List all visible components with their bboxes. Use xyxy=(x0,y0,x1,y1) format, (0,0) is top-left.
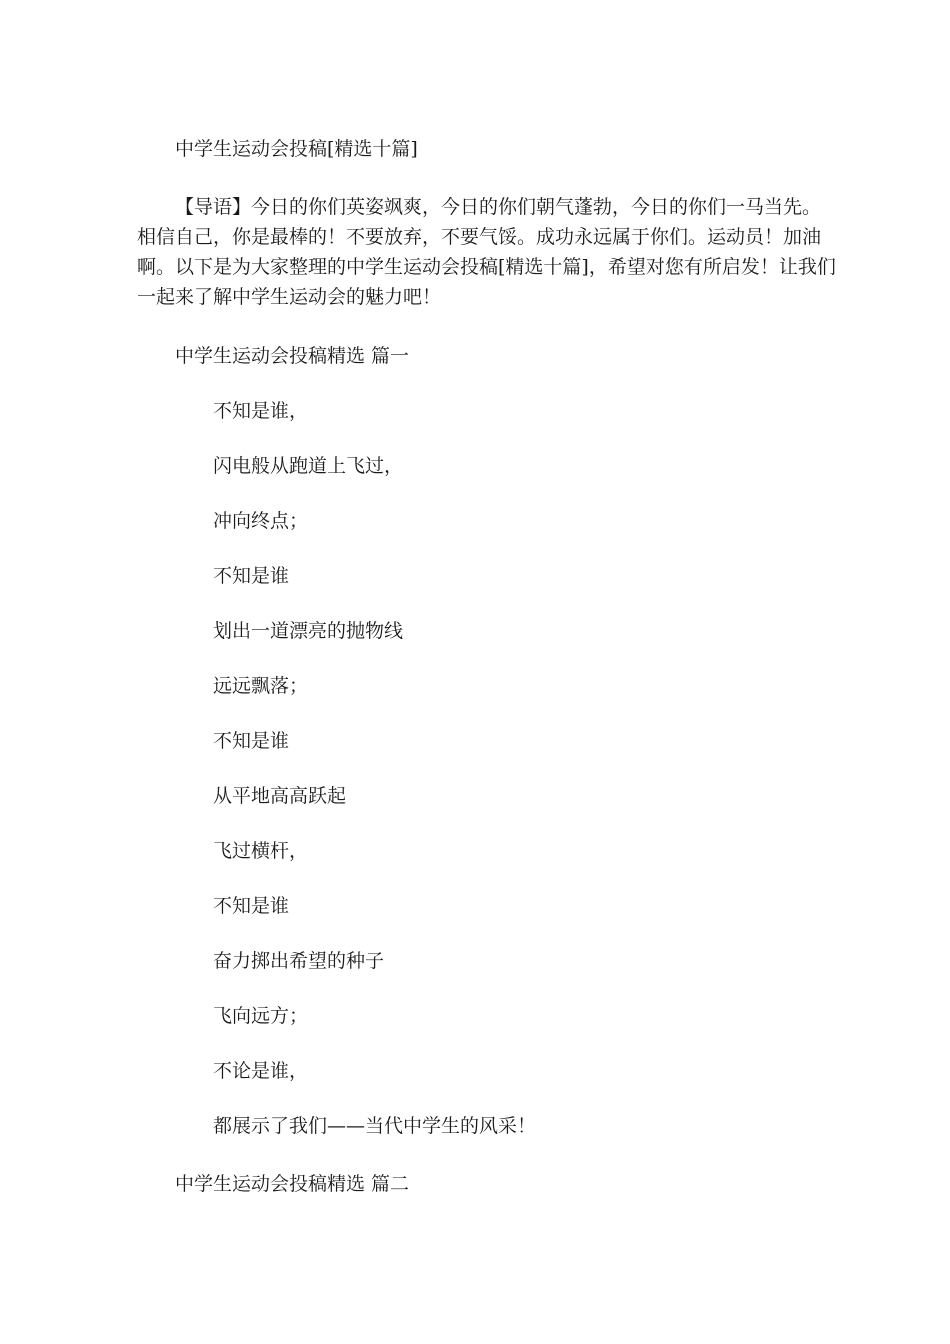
poem-line: 飞过横杆， xyxy=(213,840,309,862)
poem-line: 不知是谁 xyxy=(213,565,290,587)
poem-line: 从平地高高跃起 xyxy=(213,785,347,807)
poem-line: 都展示了我们——当代中学生的风采！ xyxy=(213,1115,537,1137)
intro-paragraph xyxy=(137,192,837,312)
intro-text: 【导语】今日的你们英姿飒爽，今日的你们朝气蓬勃，今日的你们一马当先。相信自己，你是最棒的！不要放弃，不要气馁。成功永远属于你们。运动员！加油啊。以下是为大家整理的中学生运动会投稿[精选十篇]，希望对您有所启发！让我们一起来了解中学生运动会的魅力吧！ xyxy=(137,196,836,308)
poem-line: 不知是谁 xyxy=(213,730,290,752)
poem-lines xyxy=(213,399,536,1169)
section-heading-1: 中学生运动会投稿精选 篇一 xyxy=(175,345,410,367)
poem-line: 奋力掷出希望的种子 xyxy=(213,950,385,972)
poem-line: 闪电般从跑道上飞过， xyxy=(213,455,404,477)
poem-line: 不论是谁， xyxy=(213,1060,309,1082)
poem-line: 不知是谁， xyxy=(213,400,309,422)
poem-line: 不知是谁 xyxy=(213,895,290,917)
poem-line: 划出一道漂亮的抛物线 xyxy=(213,620,404,642)
poem-line: 冲向终点； xyxy=(213,510,309,532)
poem-line: 远远飘落； xyxy=(213,675,309,697)
poem-line: 飞向远方； xyxy=(213,1005,309,1027)
section-heading-2: 中学生运动会投稿精选 篇二 xyxy=(175,1173,410,1195)
document-title: 中学生运动会投稿[精选十篇] xyxy=(175,138,418,160)
